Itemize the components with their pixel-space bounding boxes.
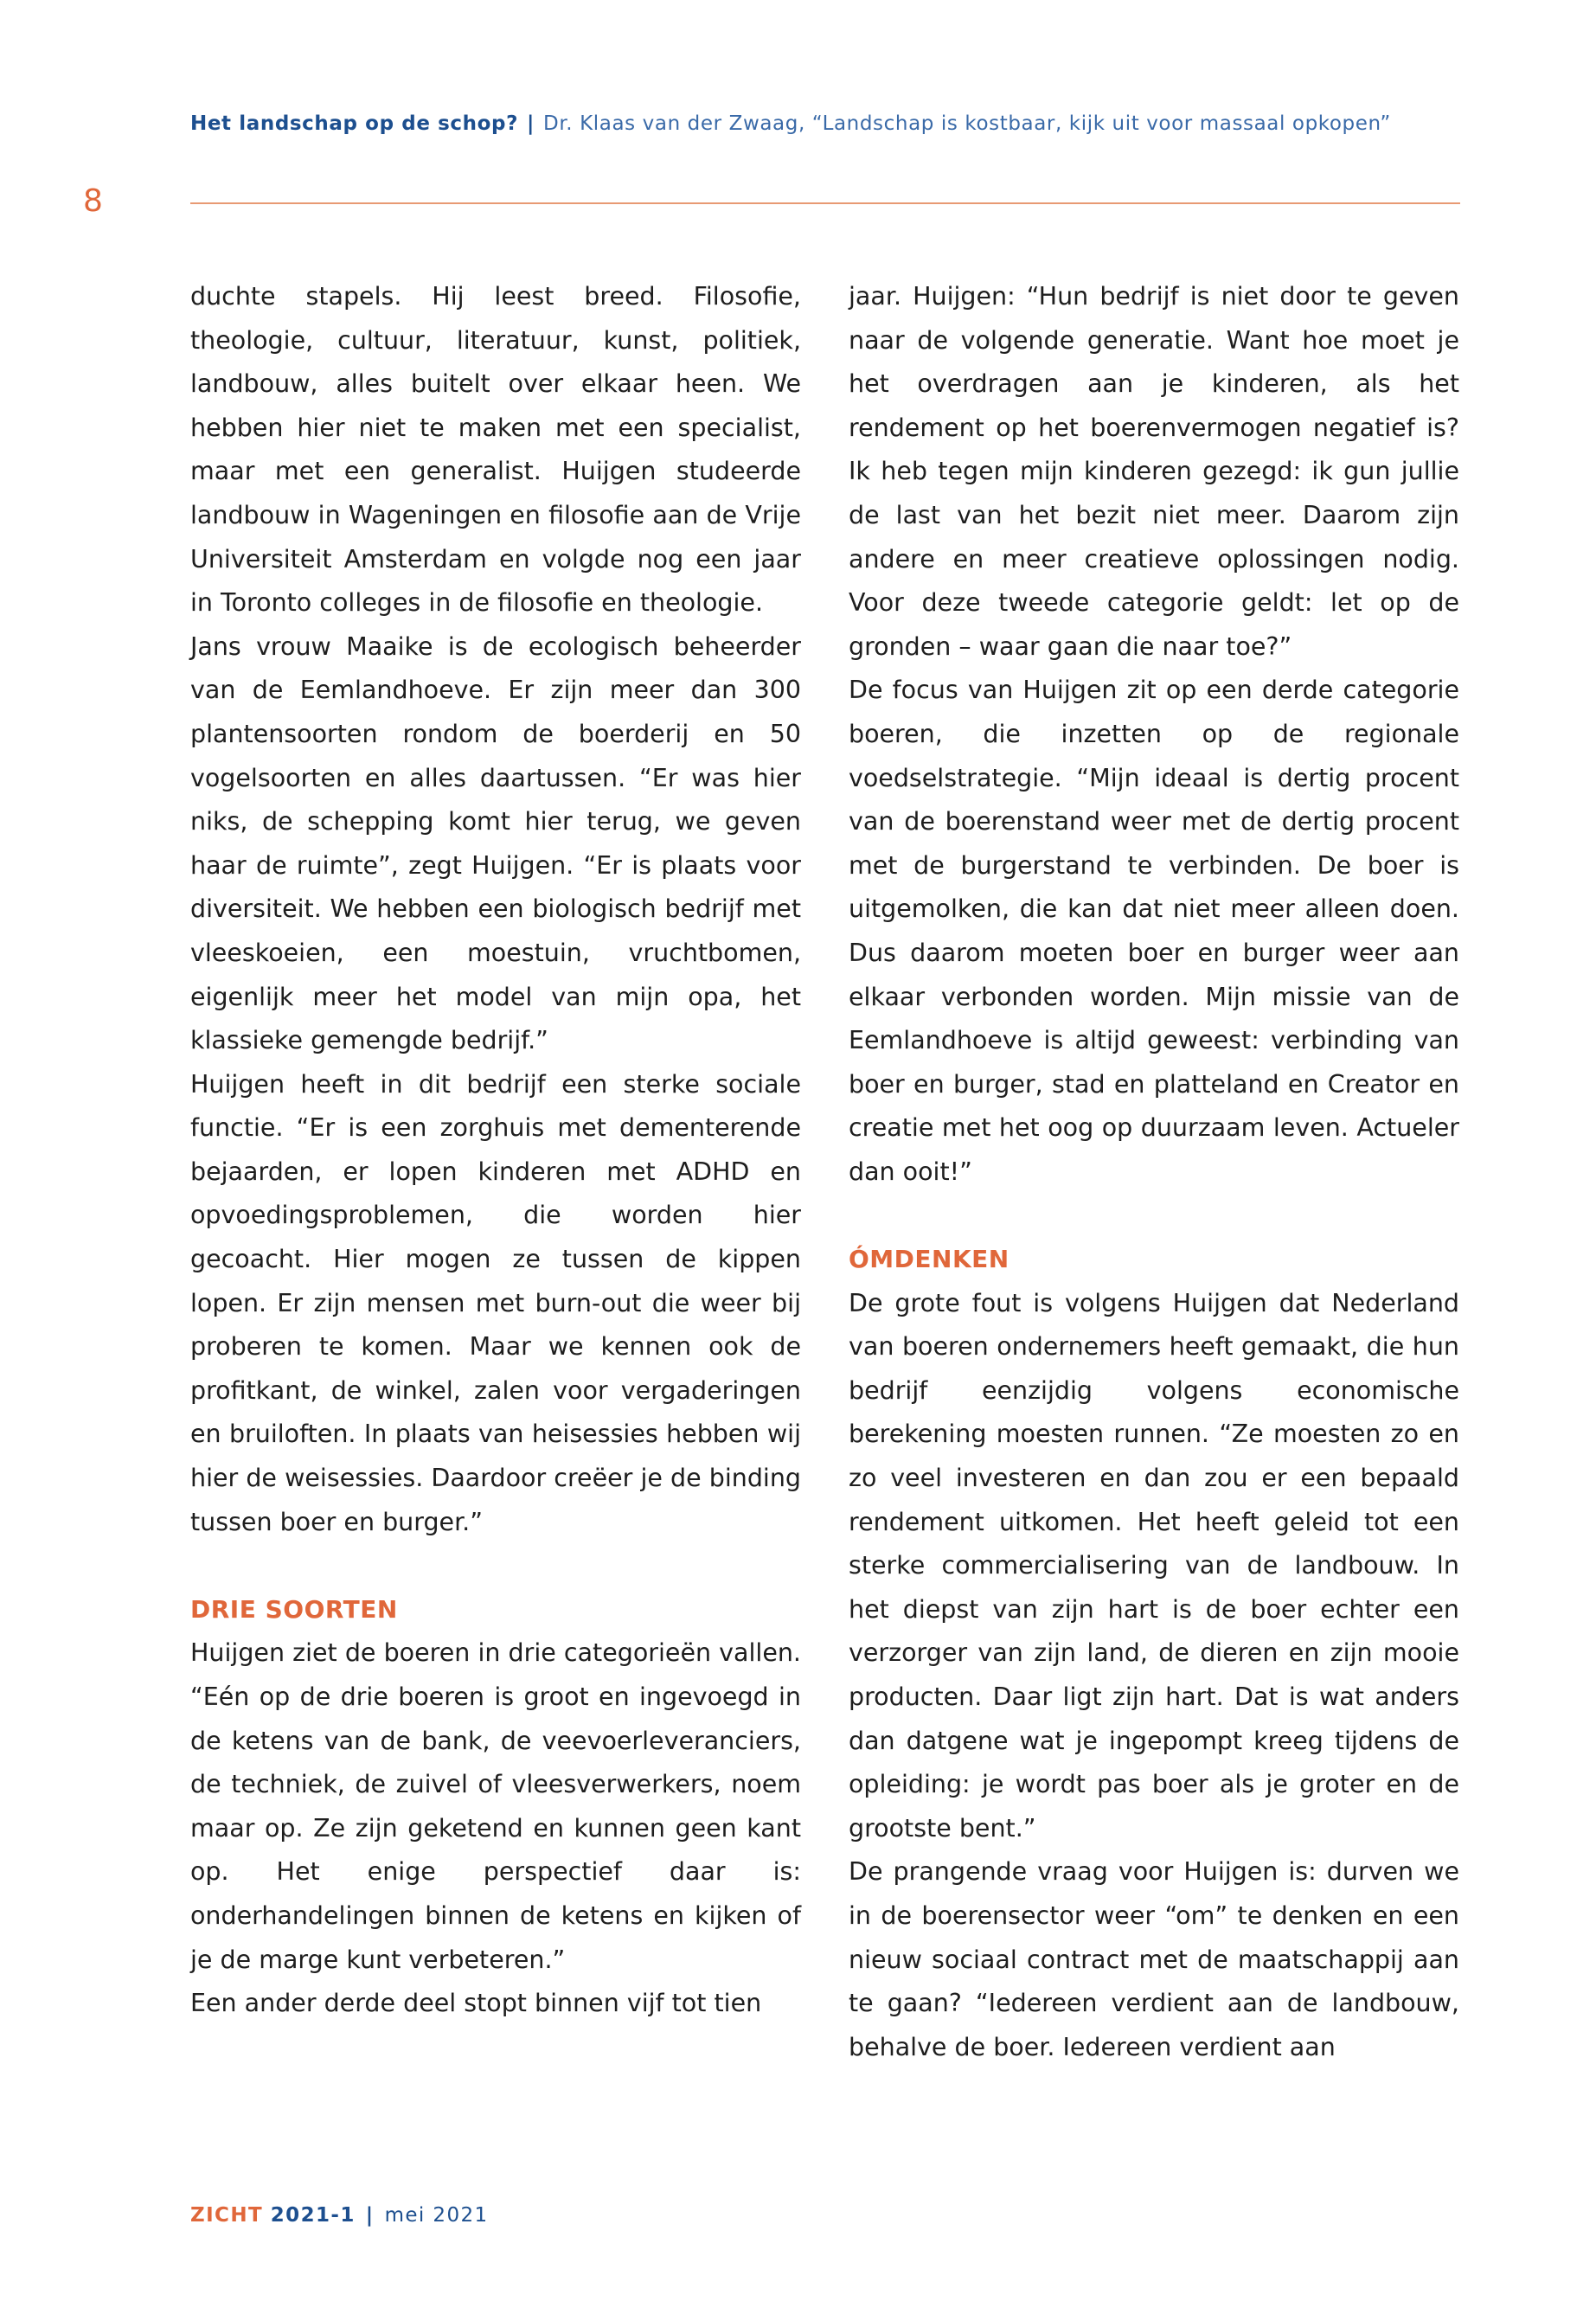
- paragraph: Jans vrouw Maaike is de ecologisch beheerder van de Eemlandhoeve. Er zijn meer dan 300 plantensoorten rondom de boerderij en 50 vogelsoorten en alles daartussen. “Er was hier niks, de schepping komt hier terug, we geven haar de ruimte”, zegt Huijgen. “Er is plaats voor diversiteit. We hebben een biologisch bedrijf met vleeskoeien, een moestuin, vruchtbomen, eigenlijk meer het model van mijn opa, het klassieke gemengde bedrijf.”: [190, 631, 801, 1055]
- paragraph: De focus van Huijgen zit op een derde categorie boeren, die inzetten op de regionale voedselstrategie. “Mijn ideaal is dertig procent van de boerenstand weer met de dertig procent met de burgerstand te verbinden. De boer is uitgemolken, die kan dat niet meer alleen doen. Dus daarom moeten boer en burger weer aan elkaar verbonden worden. Mijn missie van de Eemlandhoeve is altijd geweest: verbinding van boer en burger, stad en platteland en Creator en creatie met het oog op duurzaam leven. Actueler dan ooit!”: [849, 676, 1459, 1186]
- header-separator: |: [527, 112, 535, 135]
- left-column: [190, 275, 801, 2026]
- page-number: 8: [83, 183, 103, 219]
- header-title: Het landschap op de schop?: [190, 112, 519, 135]
- right-column: [849, 275, 1459, 2069]
- spacer: [190, 1544, 801, 1588]
- paragraph: jaar. Huijgen: “Hun bedrijf is niet door te geven naar de volgende generatie. Want hoe moet je het overdragen aan je kinderen, als het rendement op het boerenvermogen negatief is? Ik heb tegen mijn kinderen gezegd: ik gun jullie de last van het bezit niet meer. Daarom zijn andere en meer creatieve oplossingen nodig. Voor deze tweede categorie geldt: let op de gronden – waar gaan die naar toe?”: [849, 282, 1459, 661]
- paragraph: De prangende vraag voor Huijgen is: durven we in de boerensector weer “om” te denken en een nieuw sociaal contract met de maatschappij aan te gaan? “Iedereen verdient aan de landbouw, behalve de boer. Iedereen verdient aan: [849, 1857, 1459, 2061]
- page-footer: [190, 2204, 489, 2227]
- header-subtitle: Dr. Klaas van der Zwaag, “Landschap is kostbaar, kijk uit voor massaal opkopen”: [543, 112, 1391, 135]
- footer-issue: 2021-1: [270, 2204, 356, 2227]
- section-heading: ÓMDENKEN: [849, 1245, 1010, 1274]
- footer-date: mei 2021: [384, 2204, 489, 2227]
- running-header: [190, 112, 1391, 135]
- section-heading: DRIE SOORTEN: [190, 1594, 398, 1624]
- footer-magazine: ZICHT: [190, 2204, 264, 2227]
- paragraph: Huijgen heeft in dit bedrijf een sterke sociale functie. “Er is een zorghuis met dementerende bejaarden, er lopen kinderen met ADHD en opvoedingsproblemen, die worden hier gecoacht. Hier mogen ze tussen de kippen lopen. Er zijn mensen met burn-out die weer bij proberen te komen. Maar we kennen ook de profitkant, de winkel, zalen voor vergaderingen en bruiloften. In plaats van heisessies hebben wij hier de weisessies. Daardoor creëer je de binding tussen boer en burger.”: [190, 1069, 801, 1536]
- header-divider: [190, 202, 1460, 204]
- spacer: [849, 1194, 1459, 1238]
- paragraph: Huijgen ziet de boeren in drie categorieën vallen. “Eén op de drie boeren is groot en ingevoegd in de ketens van de bank, de veevoerleveranciers, de techniek, de zuivel of vleesverwerkers, noem maar op. Ze zijn geketend en kunnen geen kant op. Het enige perspectief daar is: onderhandelingen binnen de ketens en kijken of je de marge kunt verbeteren.”: [190, 1638, 801, 1974]
- paragraph: Een ander derde deel stopt binnen vijf tot tien: [190, 1989, 762, 2018]
- paragraph: De grote fout is volgens Huijgen dat Nederland van boeren ondernemers heeft gemaakt, die hun bedrijf eenzijdig volgens economische berekening moesten runnen. “Ze moesten zo en zo veel investeren en dan zou er een bepaald rendement uitkomen. Het heeft geleid tot een sterke commercialisering van de landbouw. In het diepst van zijn hart is de boer echter een verzorger van zijn land, de dieren en zijn mooie producten. Daar ligt zijn hart. Dat is wat anders dan datgene wat je ingepompt kreeg tijdens de opleiding: je wordt pas boer als je groter en de grootste bent.”: [849, 1288, 1459, 1843]
- footer-separator: |: [365, 2204, 375, 2227]
- paragraph: duchte stapels. Hij leest breed. Filosofie, theologie, cultuur, literatuur, kunst, politiek, landbouw, alles buitelt over elkaar heen. We hebben hier niet te maken met een specialist, maar met een generalist. Huijgen studeerde landbouw in Wageningen en filosofie aan de Vrije Universiteit Amsterdam en volgde nog een jaar in Toronto colleges in de filosofie en theologie.: [190, 282, 801, 618]
